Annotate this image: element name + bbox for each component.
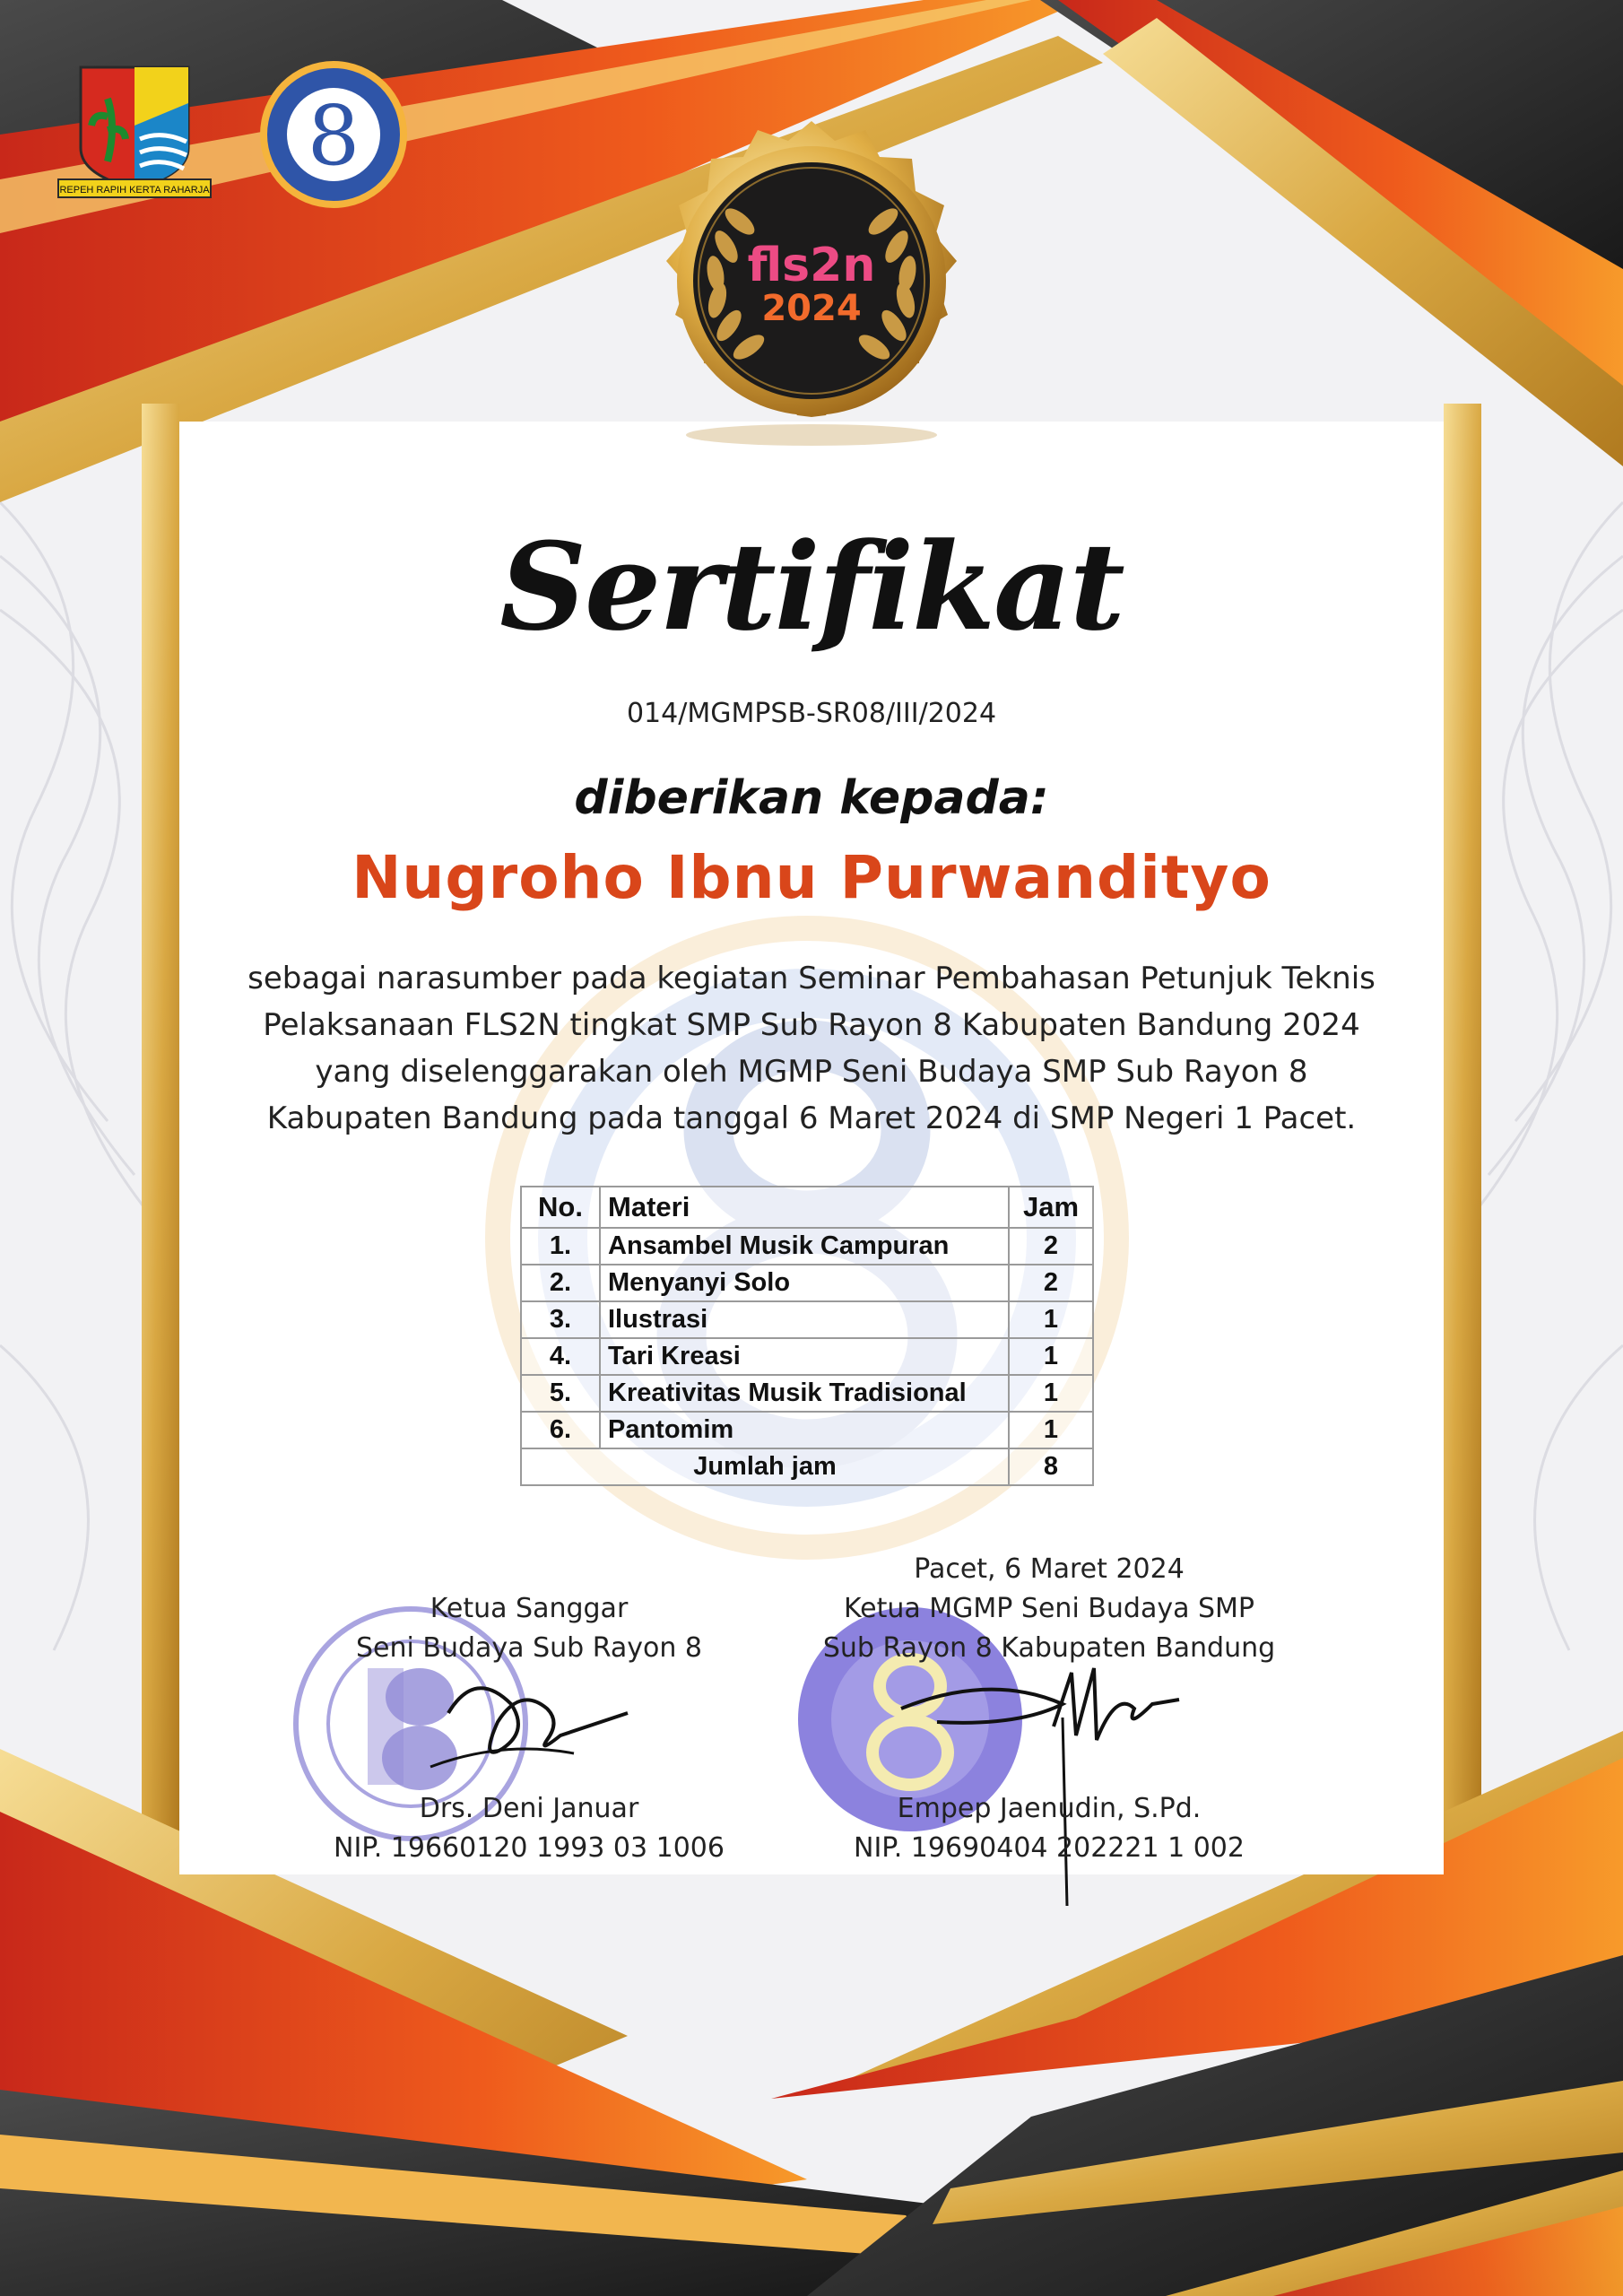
row-no: 6.	[521, 1412, 600, 1448]
row-jam: 1	[1009, 1301, 1093, 1338]
row-materi: Menyanyi Solo	[600, 1265, 1009, 1301]
row-materi: Tari Kreasi	[600, 1338, 1009, 1375]
place-date: Pacet, 6 Maret 2024	[914, 1553, 1185, 1585]
left-title-line1: Ketua Sanggar	[430, 1593, 629, 1624]
right-signatory-nip: NIP. 19690404 202221 1 002	[854, 1832, 1245, 1864]
right-signatory-name: Empep Jaenudin, S.Pd.	[897, 1793, 1202, 1824]
materials-table	[520, 1186, 1094, 1486]
table-row	[521, 1265, 1093, 1301]
table-row	[521, 1301, 1093, 1338]
row-no: 3.	[521, 1301, 600, 1338]
given-to-label: diberikan kepada:	[574, 771, 1049, 825]
row-jam: 1	[1009, 1375, 1093, 1412]
regency-logo	[54, 63, 215, 202]
left-signatory-nip: NIP. 19660120 1993 03 1006	[334, 1832, 725, 1864]
table-row	[521, 1375, 1093, 1412]
right-title-line1: Ketua MGMP Seni Budaya SMP	[843, 1593, 1255, 1624]
table-row	[521, 1228, 1093, 1265]
description-line: sebagai narasumber pada kegiatan Seminar Pembahasan Petunjuk Teknis	[247, 961, 1376, 996]
mgmp-logo	[253, 58, 414, 211]
row-no: 2.	[521, 1265, 600, 1301]
row-materi: Pantomim	[600, 1412, 1009, 1448]
row-jam: 2	[1009, 1265, 1093, 1301]
row-no: 1.	[521, 1228, 600, 1265]
header-jam: Jam	[1009, 1187, 1093, 1228]
fls2n-seal	[623, 121, 1000, 516]
certificate-title: Sertifikat	[499, 516, 1124, 657]
recipient-name: Nugroho Ibnu Purwandityo	[352, 843, 1271, 912]
left-signatory-name: Drs. Deni Januar	[419, 1793, 639, 1824]
row-materi: Kreativitas Musik Tradisional	[600, 1375, 1009, 1412]
row-jam: 1	[1009, 1412, 1093, 1448]
right-signatory-title	[807, 1550, 1291, 1668]
certificate-number: 014/MGMPSB-SR08/III/2024	[626, 698, 997, 729]
row-jam: 1	[1009, 1338, 1093, 1375]
left-signatory-name-block	[296, 1789, 762, 1868]
left-title-line2: Seni Budaya Sub Rayon 8	[355, 1632, 703, 1664]
right-title-line2: Sub Rayon 8 Kabupaten Bandung	[822, 1632, 1276, 1664]
row-jam: 2	[1009, 1228, 1093, 1265]
table-row	[521, 1338, 1093, 1375]
mgmp-logo-numeral: 8	[307, 88, 360, 184]
row-no: 5.	[521, 1375, 600, 1412]
row-no: 4.	[521, 1338, 600, 1375]
total-label: Jumlah jam	[521, 1448, 1009, 1485]
table-header-row	[521, 1187, 1093, 1228]
total-value: 8	[1009, 1448, 1093, 1485]
description-line: Kabupaten Bandung pada tanggal 6 Maret 2024 di SMP Negeri 1 Pacet.	[266, 1100, 1357, 1136]
row-materi: Ilustrasi	[600, 1301, 1009, 1338]
seal-brand: fls2n	[747, 239, 876, 292]
regency-motto: REPEH RAPIH KERTA RAHARJA	[59, 185, 210, 196]
right-signatory-name-block	[807, 1789, 1291, 1868]
table-total-row	[521, 1448, 1093, 1485]
description-line: yang diselenggarakan oleh MGMP Seni Budaya SMP Sub Rayon 8	[315, 1054, 1308, 1090]
header-materi: Materi	[600, 1187, 1009, 1228]
certificate-description	[224, 955, 1399, 1142]
header-no: No.	[521, 1187, 600, 1228]
description-line: Pelaksanaan FLS2N tingkat SMP Sub Rayon 8 Kabupaten Bandung 2024	[263, 1007, 1360, 1043]
table-row	[521, 1412, 1093, 1448]
left-signature	[395, 1650, 646, 1785]
row-materi: Ansambel Musik Campuran	[600, 1228, 1009, 1265]
seal-year: 2024	[761, 288, 862, 329]
